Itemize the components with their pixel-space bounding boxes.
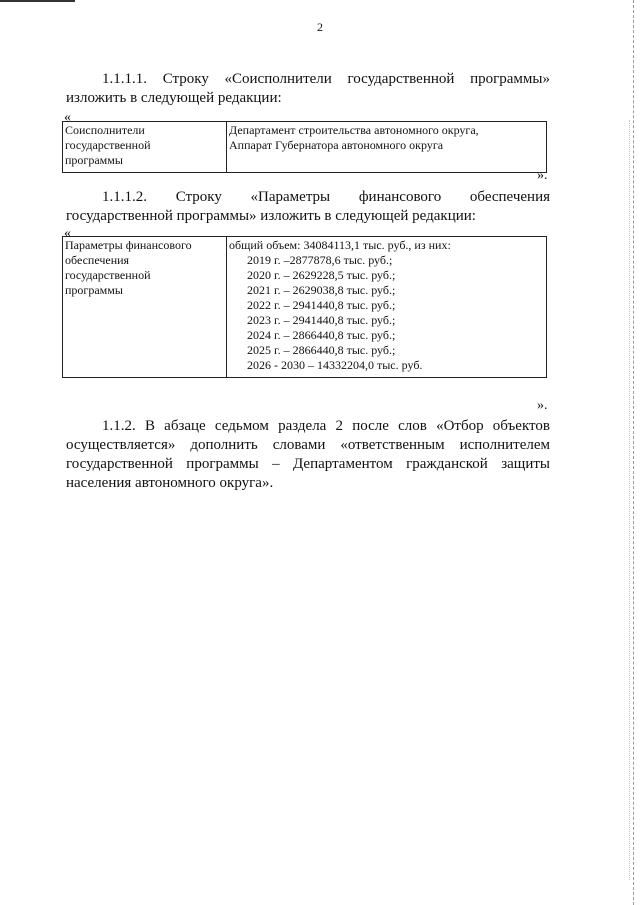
year-line: 2026 - 2030 – 14332204,0 тыс. руб. (247, 358, 423, 372)
year-line: 2021 г. – 2629038,8 тыс. руб.; (247, 283, 396, 297)
table-financing (62, 236, 547, 378)
table-cell-value (227, 237, 547, 378)
open-quote-2: « (64, 226, 71, 241)
label-line: Параметры финансового (65, 238, 192, 252)
close-quote-2: ». (537, 398, 548, 413)
scan-edge-line-inner (629, 120, 630, 880)
year-line: 2022 г. – 2941440,8 тыс. руб.; (247, 298, 396, 312)
table-coexecutors (62, 121, 547, 173)
label-line: государственной (65, 138, 151, 152)
scan-corner-mark (0, 0, 75, 2)
page-number: 2 (317, 20, 323, 34)
paragraph-1-1-1-1: 1.1.1.1. Строку «Соисполнители государственной программы» изложить в следующей редакции: (66, 71, 550, 106)
close-quote-1: ». (537, 168, 548, 183)
label-line: государственной (65, 268, 151, 282)
year-line: 2025 г. – 2866440,8 тыс. руб.; (247, 343, 396, 357)
year-line: 2023 г. – 2941440,8 тыс. руб.; (247, 313, 396, 327)
label-line: Соисполнители (65, 123, 145, 137)
table-cell-label (63, 122, 227, 173)
label-line: обеспечения (65, 253, 130, 267)
value-line: Департамент строительства автономного округа, (229, 123, 479, 137)
year-line: 2019 г. –2877878,6 тыс. руб.; (247, 253, 393, 267)
scan-edge-line (633, 0, 634, 905)
table-cell-value (227, 122, 547, 173)
label-line: программы (65, 283, 123, 297)
year-line: 2020 г. – 2629228,5 тыс. руб.; (247, 268, 396, 282)
year-line: 2024 г. – 2866440,8 тыс. руб.; (247, 328, 396, 342)
table-cell-label (63, 237, 227, 378)
open-quote-1: « (64, 110, 71, 125)
value-line: Аппарат Губернатора автономного округа (229, 138, 444, 152)
table-row (63, 237, 547, 378)
paragraph-1-1-1-2: 1.1.1.2. Строку «Параметры финансового обеспечения государственной программы» изложить в следующей редакции: (66, 189, 550, 224)
paragraph-1-1-2: 1.1.2. В абзаце седьмом раздела 2 после слов «Отбор объектов осуществляется» дополнить словами «ответственным исполнителем государственной программы – Департаментом гражданской защиты населения автономного округа». (66, 418, 550, 491)
table-row (63, 122, 547, 173)
label-line: программы (65, 153, 123, 167)
total-line: общий объем: 34084113,1 тыс. руб., из них: (229, 238, 451, 252)
